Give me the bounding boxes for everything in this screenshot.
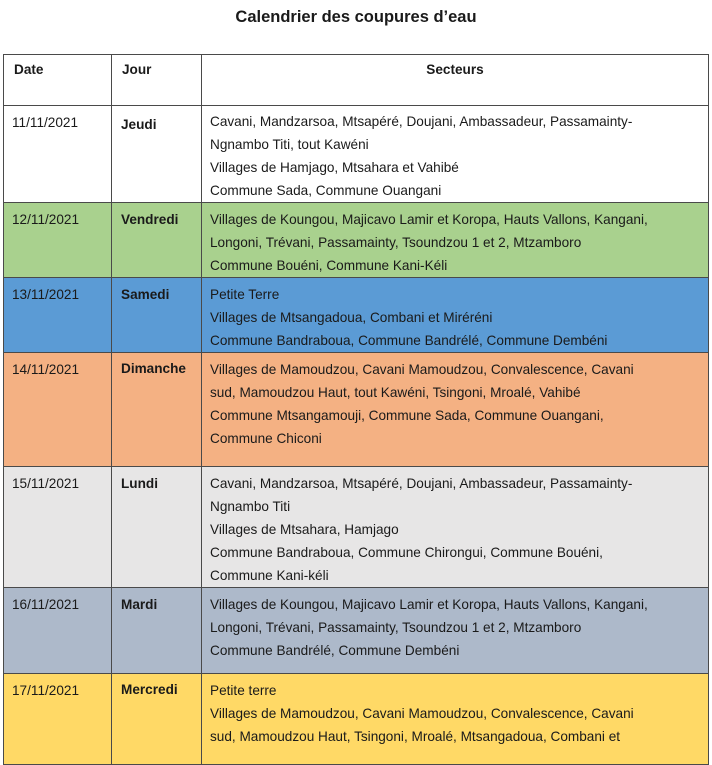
day-cell: Jeudi (112, 106, 202, 203)
sector-line: Longoni, Trévani, Passamainty, Tsoundzou 1 et 2, Mtzamboro (210, 620, 582, 635)
day-cell: Samedi (112, 278, 202, 353)
document-title: Calendrier des coupures d’eau (235, 8, 477, 26)
table-header-row (4, 55, 709, 106)
sector-line: Commune Bandraboua, Commune Chirongui, Commune Bouéni, (210, 545, 603, 560)
sector-line: Villages de Mtsangadoua, Combani et Miréréni (210, 310, 493, 325)
sectors-cell (202, 467, 709, 588)
sectors-cell (202, 106, 709, 203)
sector-line: Villages de Mamoudzou, Cavani Mamoudzou, Convalescence, Cavani (210, 706, 634, 721)
sector-line: Commune Chiconi (210, 431, 322, 446)
sector-line: Commune Mtsangamouji, Commune Sada, Commune Ouangani, (210, 408, 604, 423)
day-cell: Dimanche (112, 353, 202, 467)
sector-line: Villages de Koungou, Majicavo Lamir et Koropa, Hauts Vallons, Kangani, (210, 597, 648, 612)
sectors-cell (202, 203, 709, 278)
sector-line: Commune Bandrélé, Commune Dembéni (210, 643, 460, 658)
table-row (4, 588, 709, 674)
water-cut-schedule-table (3, 54, 709, 765)
date-cell: 15/11/2021 (4, 467, 112, 588)
header-jour: Jour (112, 55, 202, 106)
sector-line: Commune Bouéni, Commune Kani-Kéli (210, 258, 448, 273)
sector-line: Petite terre (210, 683, 277, 698)
table-row (4, 203, 709, 278)
day-cell: Mercredi (112, 674, 202, 765)
date-cell: 16/11/2021 (4, 588, 112, 674)
sector-line: Ngnambo Titi, tout Kawéni (210, 137, 369, 152)
table-row (4, 353, 709, 467)
sector-line: Cavani, Mandzarsoa, Mtsapéré, Doujani, Ambassadeur, Passamainty- (210, 476, 633, 491)
table-row (4, 467, 709, 588)
day-cell: Vendredi (112, 203, 202, 278)
sector-line: Villages de Mtsahara, Hamjago (210, 522, 399, 537)
table-row (4, 674, 709, 765)
table-row (4, 278, 709, 353)
sector-line: Longoni, Trévani, Passamainty, Tsoundzou 1 et 2, Mtzamboro (210, 235, 582, 250)
sector-line: Villages de Mamoudzou, Cavani Mamoudzou, Convalescence, Cavani (210, 362, 634, 377)
sector-line: Ngnambo Titi (210, 499, 291, 514)
date-cell: 14/11/2021 (4, 353, 112, 467)
sector-line: Villages de Koungou, Majicavo Lamir et Koropa, Hauts Vallons, Kangani, (210, 212, 648, 227)
table-row (4, 106, 709, 203)
sector-line: Cavani, Mandzarsoa, Mtsapéré, Doujani, Ambassadeur, Passamainty- (210, 114, 633, 129)
sectors-cell (202, 674, 709, 765)
sectors-cell (202, 588, 709, 674)
day-cell: Lundi (112, 467, 202, 588)
sector-line: Commune Bandraboua, Commune Bandrélé, Commune Dembéni (210, 333, 608, 348)
day-cell: Mardi (112, 588, 202, 674)
date-cell: 13/11/2021 (4, 278, 112, 353)
date-cell: 17/11/2021 (4, 674, 112, 765)
header-secteurs: Secteurs (202, 55, 709, 106)
sector-line: Commune Sada, Commune Ouangani (210, 183, 442, 198)
sector-line: sud, Mamoudzou Haut, Tsingoni, Mroalé, Mtsangadoua, Combani et (210, 729, 621, 744)
sector-line: sud, Mamoudzou Haut, tout Kawéni, Tsingoni, Mroalé, Vahibé (210, 385, 581, 400)
sectors-cell (202, 353, 709, 467)
sectors-cell (202, 278, 709, 353)
date-cell: 11/11/2021 (4, 106, 112, 203)
date-cell: 12/11/2021 (4, 203, 112, 278)
sector-line: Villages de Hamjago, Mtsahara et Vahibé (210, 160, 459, 175)
header-date: Date (4, 55, 112, 106)
sector-line: Petite Terre (210, 287, 280, 302)
sector-line: Commune Kani-kéli (210, 568, 329, 583)
